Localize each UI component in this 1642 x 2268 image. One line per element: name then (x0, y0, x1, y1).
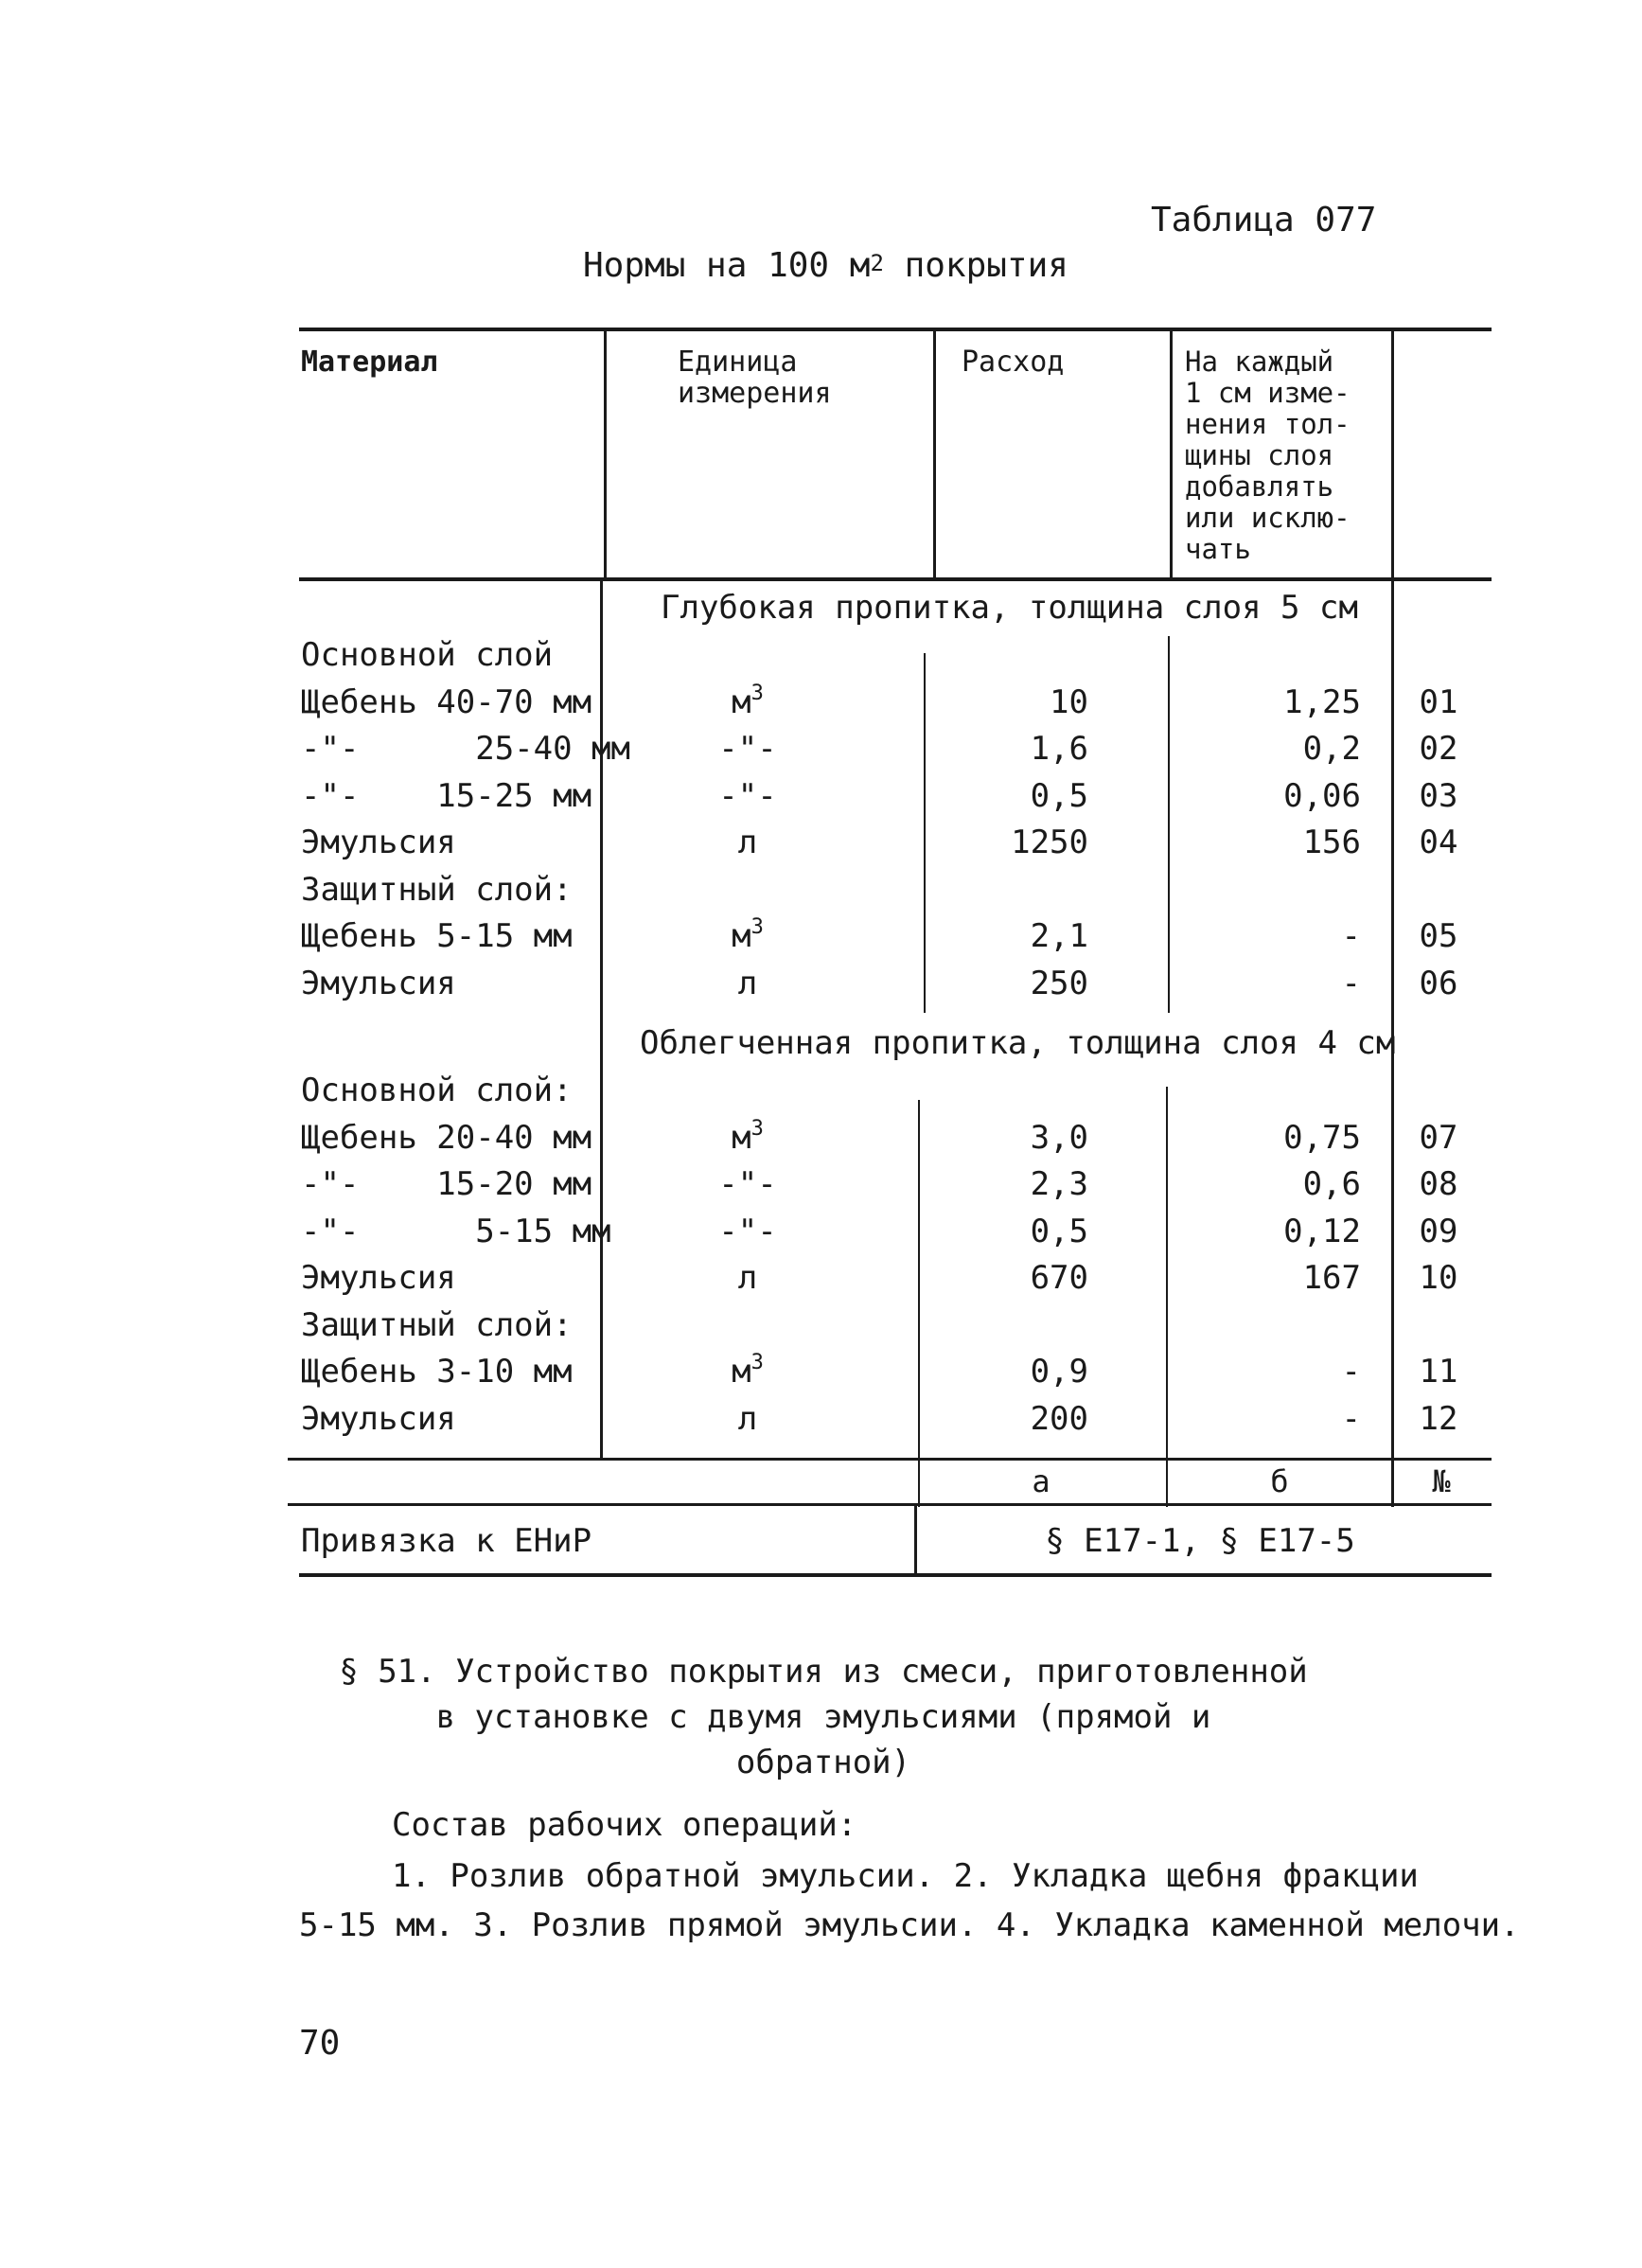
header-consumption: Расход (962, 346, 1065, 379)
norms-title-sup: 2 (870, 250, 884, 276)
row-unit (653, 1119, 842, 1161)
row-material: -"- 25-40 мм (301, 730, 630, 768)
row-unit-text: -"- (718, 730, 777, 768)
row-value-b: 0,12 (1283, 1213, 1361, 1250)
row-number: 10 (1419, 1259, 1458, 1297)
row-value-a: 10 (1050, 683, 1088, 721)
row-value-b: 0,75 (1283, 1119, 1361, 1157)
header-divider-2 (933, 329, 936, 579)
row-unit (653, 777, 842, 820)
row-value-a: 0,5 (1030, 777, 1088, 815)
row-value-a: 3,0 (1030, 1119, 1088, 1157)
table-top-rule (299, 328, 1492, 331)
row-value-a: 2,1 (1030, 917, 1088, 955)
header-divider-3 (1170, 329, 1173, 579)
col-label-b: б (1270, 1463, 1289, 1499)
row-unit (653, 1400, 842, 1443)
row-material: Защитный слой: (301, 871, 573, 909)
row-value-b: - (1341, 1353, 1361, 1391)
row-unit-text: л (737, 1400, 758, 1438)
row-unit-text: л (737, 965, 758, 1002)
row-unit-text: м (732, 1353, 751, 1391)
section-1-title: Глубокая пропитка, толщина слоя 5 см (661, 589, 1358, 627)
row-value-a: 250 (1030, 965, 1088, 1002)
row-number: 02 (1419, 730, 1458, 768)
table-caption: Таблица 077 (1151, 201, 1377, 239)
row-value-b: 1,25 (1283, 683, 1361, 721)
row-value-b: 156 (1302, 824, 1361, 861)
row-material: Эмульсия (301, 965, 456, 1002)
row-material: Основной слой (301, 636, 554, 674)
row-unit (653, 917, 842, 960)
row-unit (653, 1213, 842, 1255)
row-value-b: - (1341, 965, 1361, 1002)
row-unit-sup: 3 (750, 1117, 764, 1141)
col-label-a: а (1032, 1463, 1051, 1499)
row-material: Щебень 40-70 мм (301, 683, 592, 721)
row-value-b: - (1341, 1400, 1361, 1438)
row-value-b: - (1341, 917, 1361, 955)
row-number: 05 (1419, 917, 1458, 955)
row-unit-text: м (732, 917, 751, 955)
row-material: -"- 15-20 мм (301, 1165, 592, 1203)
row-unit-text: м (732, 1119, 751, 1157)
row-unit (653, 1259, 842, 1302)
binding-label: Привязка к ЕНиР (301, 1522, 592, 1560)
row-material: Защитный слой: (301, 1306, 573, 1344)
row-unit (653, 965, 842, 1007)
row-unit (653, 1165, 842, 1208)
row-unit-text: -"- (718, 1165, 777, 1203)
row-value-a: 0,5 (1030, 1213, 1088, 1250)
row-unit-sup: 3 (750, 682, 764, 705)
row-number: 06 (1419, 965, 1458, 1002)
paragraph-heading: § 51. Устройство покрытия из смеси, приготовленной в установке с двумя эмульсиями (прямой и обратной) (339, 1653, 1308, 1781)
norms-title-text: Нормы на 100 м (583, 246, 871, 285)
row-value-a: 0,9 (1030, 1353, 1088, 1391)
table-bottom-rule (299, 1573, 1492, 1577)
row-material: Основной слой: (301, 1072, 573, 1109)
col-label-top-rule (288, 1458, 1492, 1461)
body-divider-b-s2 (1166, 1087, 1168, 1507)
row-unit-sup: 3 (750, 1351, 764, 1374)
row-number: 11 (1419, 1353, 1458, 1391)
header-bottom-rule (299, 577, 1492, 581)
norms-title-suffix: покрытия (883, 246, 1068, 285)
row-value-b: 0,2 (1302, 730, 1361, 768)
col-label-bottom-rule (288, 1503, 1492, 1506)
operations-line-1: 1. Розлив обратной эмульсии. 2. Укладка щебня фракции (392, 1857, 1419, 1895)
row-number: 09 (1419, 1213, 1458, 1250)
row-unit-text: м (732, 683, 751, 721)
row-material: -"- 5-15 мм (301, 1213, 611, 1250)
row-unit (653, 683, 842, 726)
operations-label: Состав рабочих операций: (392, 1806, 857, 1844)
row-value-a: 2,3 (1030, 1165, 1088, 1203)
page-number: 70 (299, 2024, 341, 2063)
row-unit-text: -"- (718, 1213, 777, 1250)
norms-title (583, 246, 1068, 285)
binding-value: § Е17-1, § Е17-5 (1045, 1522, 1355, 1560)
body-divider-a-s1 (924, 653, 926, 1013)
row-value-b: 167 (1302, 1259, 1361, 1297)
row-material: Эмульсия (301, 824, 456, 861)
header-unit: Единица измерения (678, 346, 832, 410)
row-number: 07 (1419, 1119, 1458, 1157)
row-number: 12 (1419, 1400, 1458, 1438)
row-number: 04 (1419, 824, 1458, 861)
row-value-a: 670 (1030, 1259, 1088, 1297)
section-2-title: Облегченная пропитка, толщина слоя 4 см (640, 1024, 1396, 1062)
row-unit-text: л (737, 824, 758, 861)
row-number: 03 (1419, 777, 1458, 815)
body-divider-material (600, 579, 603, 1458)
row-value-b: 0,06 (1283, 777, 1361, 815)
row-value-a: 200 (1030, 1400, 1088, 1438)
row-material: Щебень 3-10 мм (301, 1353, 573, 1391)
row-material: Эмульсия (301, 1259, 456, 1297)
row-unit-text: л (737, 1259, 758, 1297)
row-material: Щебень 5-15 мм (301, 917, 573, 955)
body-divider-b-s1 (1168, 636, 1170, 1013)
row-value-a: 1,6 (1030, 730, 1088, 768)
row-unit-sup: 3 (750, 915, 764, 939)
header-per-cm: На каждый 1 см изме- нения тол- щины слоя добавлять или исклю- чать (1185, 346, 1351, 565)
row-unit (653, 824, 842, 866)
row-number: 08 (1419, 1165, 1458, 1203)
header-divider-4 (1391, 329, 1394, 579)
operations-line-2: 5-15 мм. 3. Розлив прямой эмульсии. 4. Укладка каменной мелочи. (299, 1906, 1520, 1944)
body-divider-a-s2 (918, 1100, 920, 1507)
header-material: Материал (301, 346, 438, 379)
header-divider-1 (604, 329, 607, 579)
row-material: Эмульсия (301, 1400, 456, 1438)
row-material: -"- 15-25 мм (301, 777, 592, 815)
row-value-a: 1250 (1011, 824, 1088, 861)
row-unit-text: -"- (718, 777, 777, 815)
row-value-b: 0,6 (1302, 1165, 1361, 1203)
row-material: Щебень 20-40 мм (301, 1119, 592, 1157)
row-unit (653, 730, 842, 772)
col-label-n: № (1432, 1463, 1451, 1499)
row-number: 01 (1419, 683, 1458, 721)
row-unit (653, 1353, 842, 1395)
